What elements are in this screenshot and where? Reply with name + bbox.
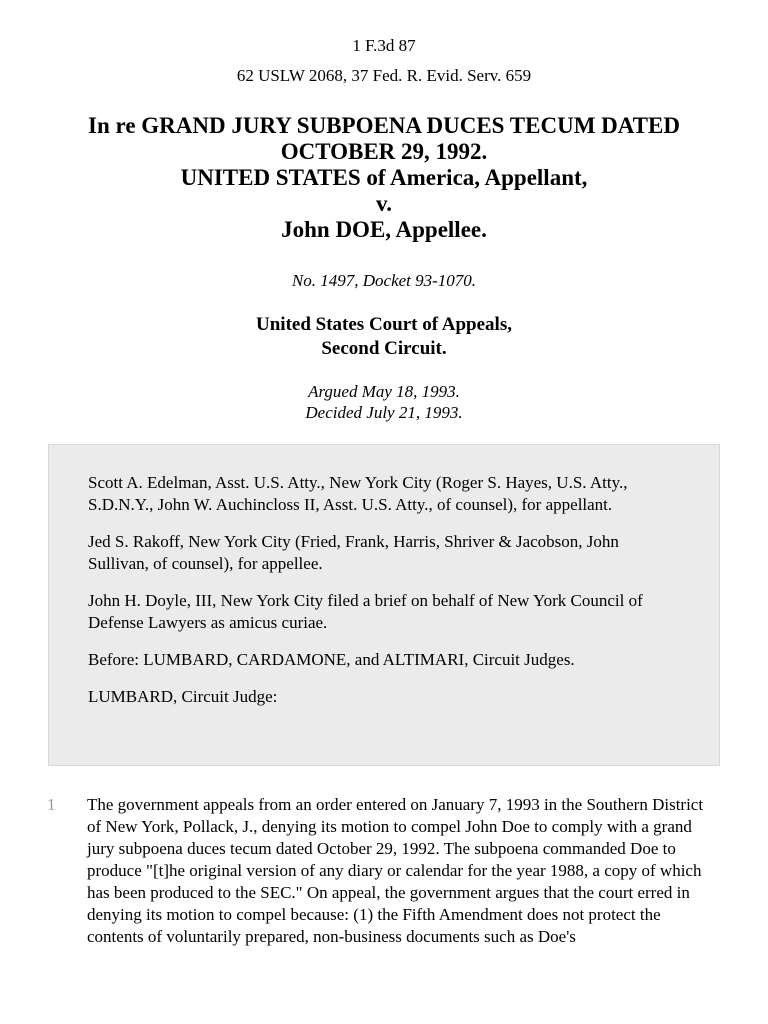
counsel-section [48,444,720,766]
caption-line-versus: v. [376,191,392,216]
counsel-appellee: Jed S. Rakoff, New York City (Fried, Frank, Harris, Shriver & Jacobson, John Sullivan, of counsel), for appellee. [88,532,619,573]
case-caption [40,113,728,243]
opinion-paragraph: The government appeals from an order entered on January 7, 1993 in the Southern District of New York, Pollack, J., denying its motion to compel John Doe to comply with a grand jury subpoena duces tecum dated October 29, 1992. The subpoena commanded Doe to produce "[t]he original version of any diary or calendar for the year 1988, a copy of which has been produced to the SEC." On appeal, the government argues that the court erred in denying its motion to compel because: (1) the Fifth Amendment does not protect the contents of voluntarily prepared, non-business documents such as Doe's [87,795,704,946]
paragraph-number: 1 [47,795,56,814]
counsel-appellant: Scott A. Edelman, Asst. U.S. Atty., New York City (Roger S. Hayes, U.S. Atty., S.D.N.Y., John W. Auchincloss II, Asst. U.S. Atty., of counsel), for appellant. [88,473,628,514]
caption-line-matter: In re GRAND JURY SUBPOENA DUCES TECUM DATED [88,113,680,138]
docket-number: No. 1497, Docket 93-1070. [291,271,477,290]
reporter-citation: 1 F.3d 87 [352,36,416,55]
counsel-amicus: John H. Doyle, III, New York City filed a brief on behalf of New York Council of Defense Lawyers as amicus curiae. [88,591,643,632]
parallel-citations: 62 USLW 2068, 37 Fed. R. Evid. Serv. 659 [236,66,532,85]
court-name-line2: Second Circuit. [321,338,447,359]
caption-line-appellant: UNITED STATES of America, Appellant, [180,165,588,190]
court-name [0,313,768,361]
caption-line-appellee: John DOE, Appellee. [281,217,487,242]
opinion-author: LUMBARD, Circuit Judge: [88,687,278,706]
judges-panel: Before: LUMBARD, CARDAMONE, and ALTIMARI, Circuit Judges. [88,650,575,669]
argued-date: Argued May 18, 1993. [308,382,460,401]
caption-line-date: OCTOBER 29, 1992. [280,139,488,164]
court-name-line1: United States Court of Appeals, [256,314,512,335]
decided-date: Decided July 21, 1993. [305,403,463,422]
case-dates [0,381,768,423]
